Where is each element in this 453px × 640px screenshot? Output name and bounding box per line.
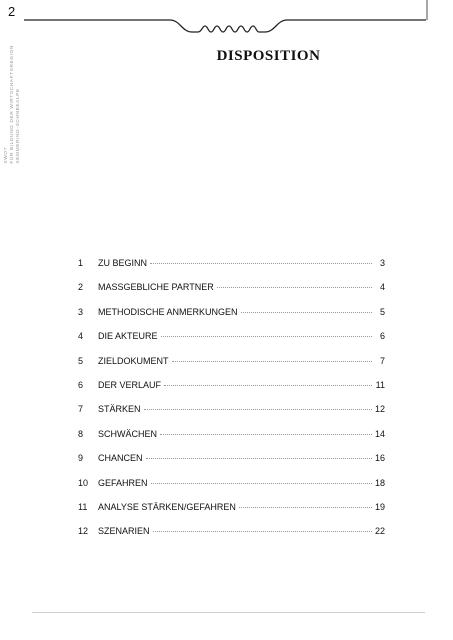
toc-entry[interactable] xyxy=(78,502,385,526)
toc-entry[interactable] xyxy=(78,453,385,477)
toc-leader-dots xyxy=(150,263,372,264)
toc-entry-page: 14 xyxy=(374,428,385,439)
toc-entry-number: 10 xyxy=(78,477,89,488)
toc-entry-page: 4 xyxy=(379,282,385,293)
toc-entry-label: GEFAHREN xyxy=(98,477,148,488)
side-caption-line: SEMMERING-SCHNEEALPE xyxy=(16,88,21,164)
toc-leader-dots xyxy=(217,287,372,288)
toc-entry-number: 6 xyxy=(78,379,84,390)
toc-entry-label: SCHWÄCHEN xyxy=(98,428,158,439)
toc-leader-dots xyxy=(241,312,372,313)
side-caption-line: SWOT xyxy=(4,146,9,164)
toc-entry-number: 5 xyxy=(78,355,84,366)
toc-entry[interactable] xyxy=(78,258,385,282)
toc-leader-dots xyxy=(239,507,372,508)
toc-entry-number: 1 xyxy=(78,258,84,268)
toc-entry-label: ZIELDOKUMENT xyxy=(98,355,169,366)
toc-entry[interactable] xyxy=(78,331,385,355)
toc-entry-page: 3 xyxy=(379,258,385,268)
toc-entry-page: 16 xyxy=(374,453,385,464)
footer-divider xyxy=(32,612,425,613)
toc-entry[interactable] xyxy=(78,478,385,502)
side-caption-line: FÜR BILDUNG DER WIRTSCHAFTSREGION xyxy=(10,45,15,164)
toc-entry-label: ZU BEGINN xyxy=(98,258,148,268)
toc-entry-number: 7 xyxy=(78,404,84,415)
toc-entry[interactable] xyxy=(78,526,385,550)
toc-entry-label: SZENARIEN xyxy=(98,526,150,537)
toc-entry-page: 6 xyxy=(379,331,385,342)
toc-entry-label: DIE AKTEURE xyxy=(98,331,158,342)
toc-leader-dots xyxy=(164,385,372,386)
toc-entry-page: 12 xyxy=(374,404,385,415)
toc-leader-dots xyxy=(160,434,372,435)
toc-entry[interactable] xyxy=(78,282,385,306)
header-wave-ornament xyxy=(0,0,453,40)
toc-entry-label: CHANCEN xyxy=(98,453,143,464)
toc-entry-number: 9 xyxy=(78,453,84,464)
toc-entry-number: 2 xyxy=(78,282,84,293)
toc-entry-number: 3 xyxy=(78,306,84,317)
toc-entry-label: MASSGEBLICHE PARTNER xyxy=(98,282,214,293)
toc-entry-page: 5 xyxy=(379,306,385,317)
toc-entry[interactable] xyxy=(78,429,385,453)
toc-entry-number: 11 xyxy=(78,501,88,512)
toc-entry-label: STÄRKEN xyxy=(98,404,141,415)
toc-entry-label: DER VERLAUF xyxy=(98,379,162,390)
toc-entry-page: 22 xyxy=(374,526,385,537)
toc-entry-page: 18 xyxy=(374,477,385,488)
toc-leader-dots xyxy=(144,409,372,410)
toc-entry-number: 8 xyxy=(78,428,84,439)
toc-entry-number: 4 xyxy=(78,331,84,342)
toc-entry-number: 12 xyxy=(78,526,89,537)
toc-entry[interactable] xyxy=(78,404,385,428)
toc-leader-dots xyxy=(172,361,372,362)
toc-entry[interactable] xyxy=(78,380,385,404)
toc-entry-label: METHODISCHE ANMERKUNGEN xyxy=(98,306,238,317)
page-title: DISPOSITION xyxy=(216,48,321,64)
toc-leader-dots xyxy=(146,458,372,459)
table-of-contents xyxy=(78,258,385,551)
toc-entry-page: 11 xyxy=(375,379,385,390)
page-number: 2 xyxy=(8,4,16,19)
toc-leader-dots xyxy=(161,336,372,337)
toc-entry-label: ANALYSE STÄRKEN/GEFAHREN xyxy=(98,501,236,512)
toc-entry[interactable] xyxy=(78,307,385,331)
toc-entry-page: 19 xyxy=(374,501,385,512)
toc-leader-dots xyxy=(151,483,372,484)
toc-leader-dots xyxy=(153,531,372,532)
toc-entry[interactable] xyxy=(78,356,385,380)
toc-entry-page: 7 xyxy=(379,355,385,366)
